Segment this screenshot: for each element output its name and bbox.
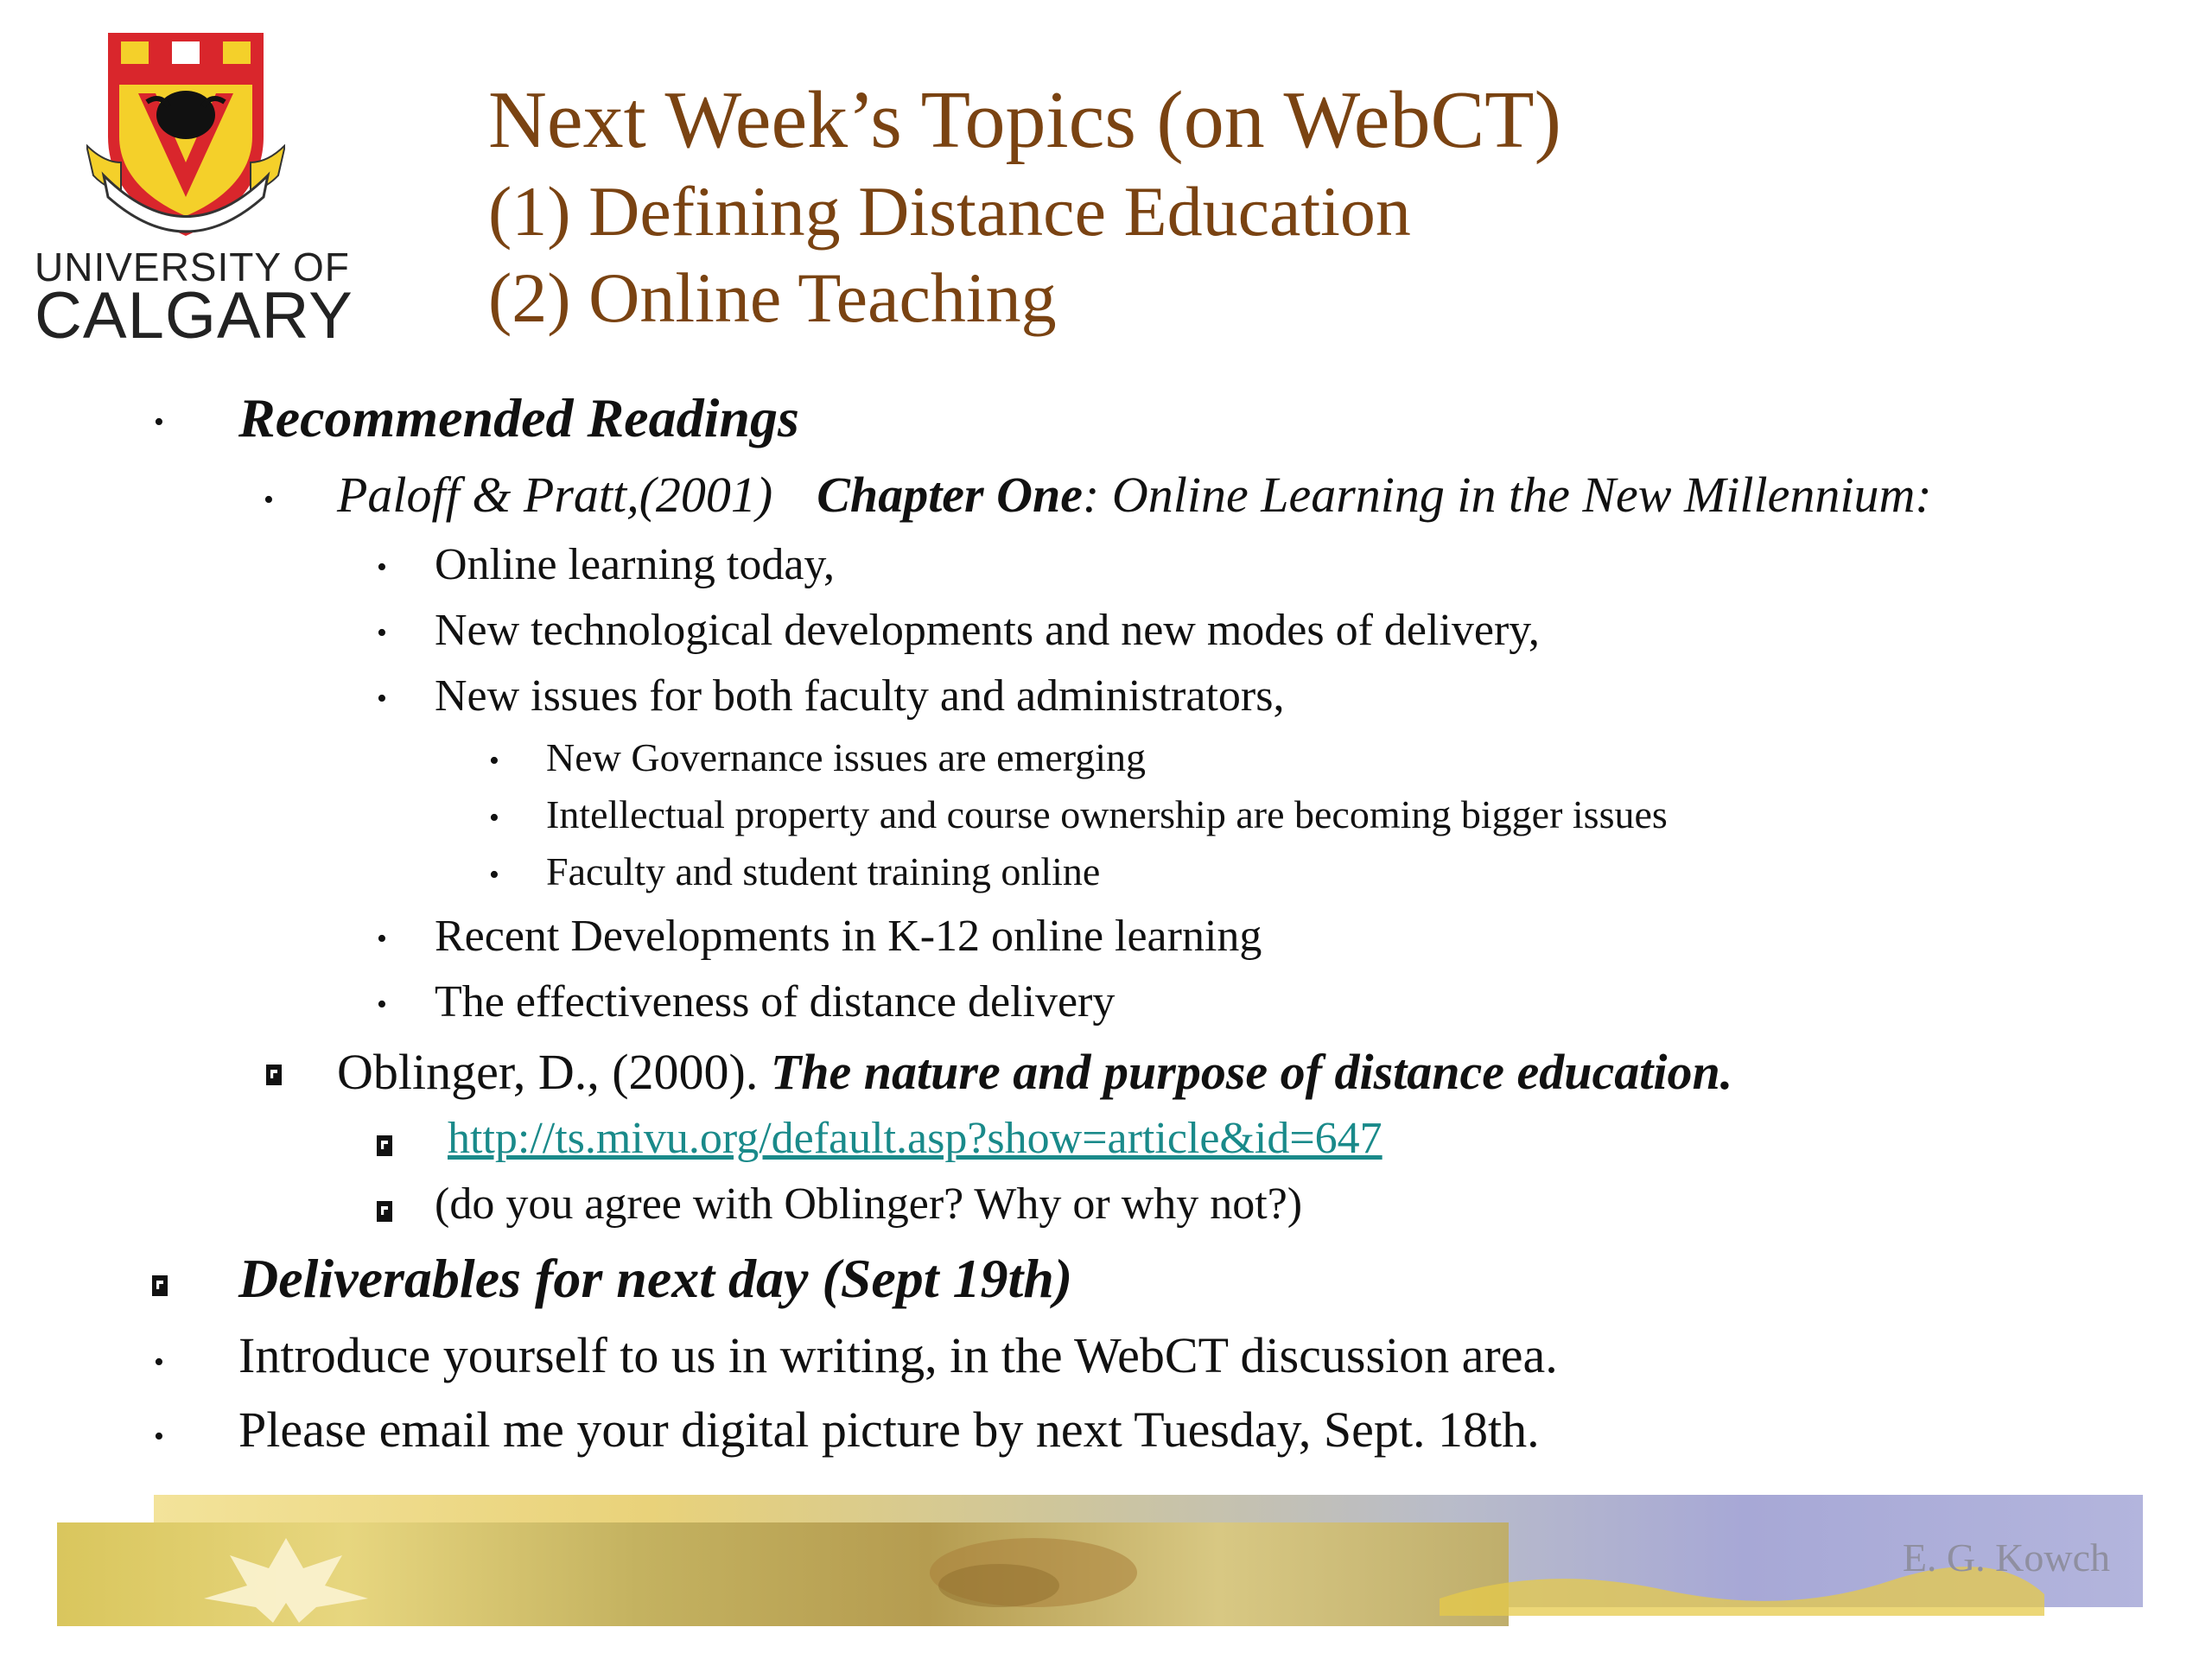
deliverable-item: Please email me your digital picture by next Tuesday, Sept. 18th.: [238, 1402, 1540, 1458]
bullet-icon: •: [377, 923, 387, 955]
box-bullet-icon: [152, 1275, 168, 1300]
slide-title: [488, 75, 1561, 337]
title-line-1: Next Week’s Topics (on WebCT): [488, 75, 1561, 165]
paloff-item: New technological developments and new modes of delivery,: [435, 606, 1540, 655]
deliverable-item: Introduce yourself to us in writing, in the WebCT discussion area.: [238, 1327, 1558, 1383]
paloff-reference: [337, 467, 1932, 523]
bullet-icon: •: [377, 617, 387, 649]
oblinger-author: Oblinger, D., (2000).: [337, 1044, 771, 1100]
paloff-title: : Online Learning in the New Millennium:: [1083, 467, 1932, 523]
footer-banner: [57, 1495, 2143, 1626]
bullet-icon: •: [154, 1421, 164, 1452]
bullet-icon: •: [489, 859, 499, 891]
logo-text-calgary: CALGARY: [35, 279, 353, 353]
bullet-icon: •: [489, 802, 499, 834]
paloff-item: Online learning today,: [435, 540, 836, 589]
oblinger-link[interactable]: http://ts.mivu.org/default.asp?show=article&id=647: [448, 1114, 1382, 1163]
recommended-readings-heading: Recommended Readings: [238, 387, 799, 448]
bullet-icon: •: [377, 683, 387, 715]
box-bullet-icon: [266, 1065, 282, 1089]
leaf-icon: [187, 1529, 385, 1624]
paloff-subitem: Faculty and student training online: [546, 849, 1101, 893]
paloff-item: Recent Developments in K-12 online learning: [435, 912, 1262, 961]
paloff-item: The effectiveness of distance delivery: [435, 977, 1116, 1027]
paloff-subitem: New Governance issues are emerging: [546, 735, 1146, 779]
bullet-icon: •: [377, 988, 387, 1020]
university-logo: [35, 33, 353, 353]
box-bullet-icon: [377, 1201, 392, 1225]
title-line-2: (1) Defining Distance Education: [488, 172, 1411, 251]
bullet-icon: •: [154, 1346, 164, 1378]
footer-credit: E. G. Kowch: [1902, 1535, 2110, 1580]
logo-text-university: UNIVERSITY OF: [35, 245, 350, 289]
leaf-icon: [921, 1521, 1146, 1624]
bullet-icon: •: [264, 484, 274, 516]
box-bullet-icon: [377, 1135, 392, 1160]
crest-icon: [86, 33, 285, 249]
paloff-subitem: Intellectual property and course ownership are becoming bigger issues: [546, 792, 1668, 836]
oblinger-question: (do you agree with Oblinger? Why or why not?): [435, 1179, 1303, 1229]
paloff-chapter: Chapter One: [817, 467, 1084, 523]
paloff-item: New issues for both faculty and administrators,: [435, 671, 1285, 721]
bullet-icon: •: [489, 745, 499, 777]
oblinger-reference: [337, 1044, 1733, 1100]
paloff-author: Paloff & Pratt,(2001): [337, 467, 773, 523]
bullet-icon: •: [377, 551, 387, 583]
deliverables-heading: Deliverables for next day (Sept 19th): [238, 1248, 1073, 1309]
title-line-3: (2) Online Teaching: [488, 258, 1057, 337]
oblinger-title: The nature and purpose of distance education.: [770, 1044, 1733, 1100]
bullet-icon: •: [154, 406, 164, 438]
